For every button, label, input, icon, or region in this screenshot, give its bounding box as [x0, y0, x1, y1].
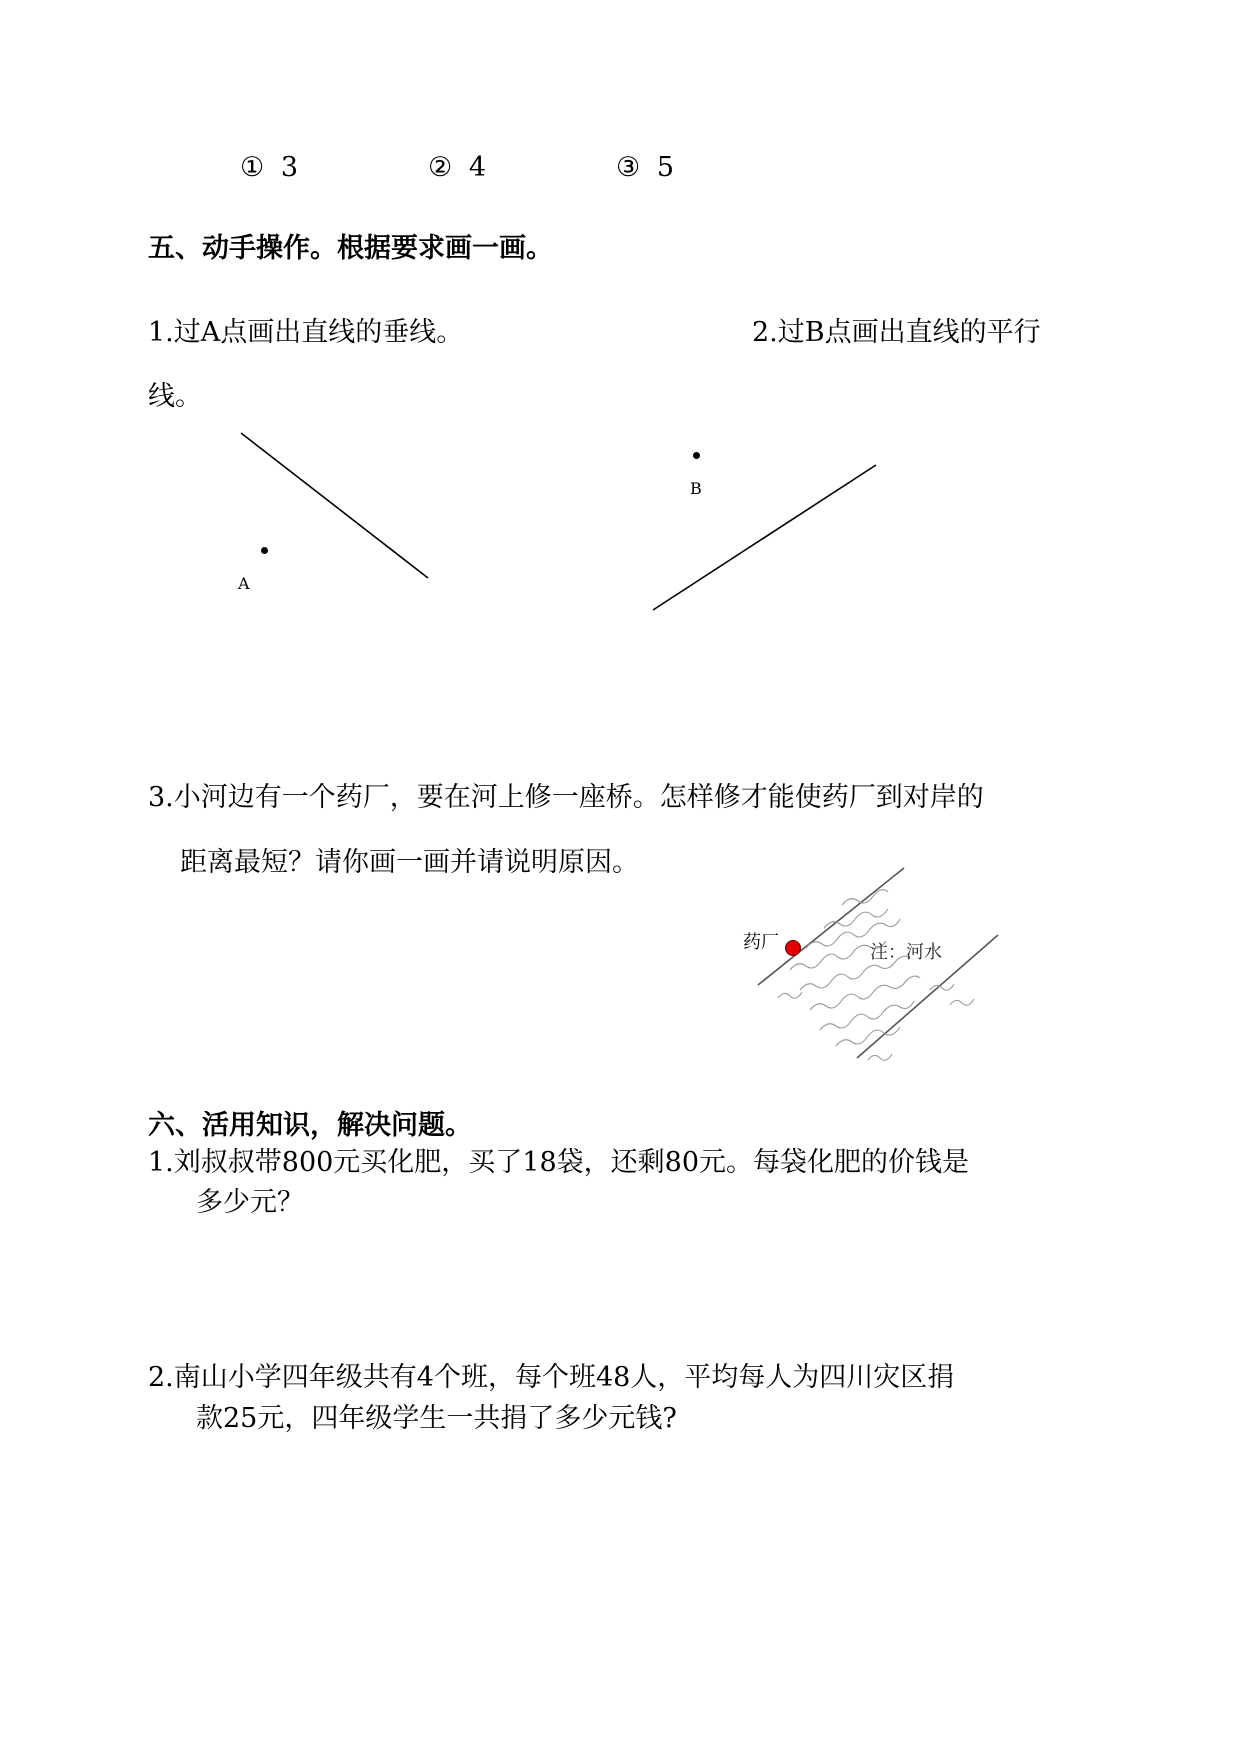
section-5-title: 五、动手操作。根据要求画一画。: [148, 233, 553, 264]
point-b-label: B: [690, 479, 702, 498]
option-1-mark: ①: [240, 152, 265, 183]
factory-label: 药厂: [743, 932, 779, 953]
problem-6-1-line1: 1.刘叔叔带800元买化肥，买了18袋，还剩80元。每袋化肥的价钱是: [148, 1147, 970, 1178]
option-2-mark: ②: [428, 152, 453, 183]
river-label: 注：河水: [870, 942, 942, 963]
problem-6-2-line2: 款25元，四年级学生一共捐了多少元钱?: [196, 1403, 677, 1434]
question-5-3-line2: 距离最短？请你画一画并请说明原因。: [180, 847, 639, 878]
problem-6-2-line1: 2.南山小学四年级共有4个班，每个班48人，平均每人为四川灾区捐: [148, 1362, 955, 1393]
option-1-value: 3: [280, 152, 298, 183]
point-a-label: A: [238, 574, 250, 593]
option-2-value: 4: [468, 152, 486, 183]
question-5-3-line1: 3.小河边有一个药厂，要在河上修一座桥。怎样修才能使药厂到对岸的: [148, 782, 984, 813]
line-for-b: [653, 465, 876, 610]
river-water: [778, 890, 974, 1061]
point-b-dot: [693, 452, 700, 459]
factory-marker: [785, 940, 801, 956]
problem-6-1-line2: 多少元？: [196, 1187, 304, 1218]
question-5-1: 1.过A点画出直线的垂线。: [148, 317, 464, 348]
section-6-title: 六、活用知识，解决问题。: [148, 1110, 472, 1141]
option-3-value: 5: [656, 152, 674, 183]
question-5-2-line1: 2.过B点画出直线的平行: [752, 317, 1041, 348]
line-for-a: [241, 433, 428, 578]
point-a-dot: [261, 547, 268, 554]
option-3-mark: ③: [616, 152, 641, 183]
question-5-2-line2: 线。: [148, 381, 202, 412]
